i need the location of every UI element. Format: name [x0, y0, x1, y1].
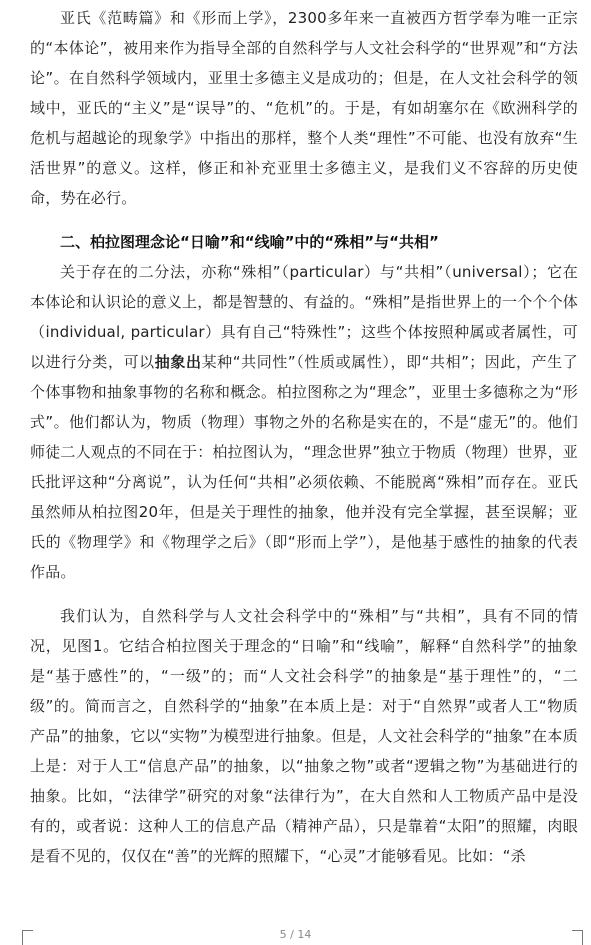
paragraph-science-comparison: 我们认为，自然科学与人文社会科学中的“殊相”与“共相”，具有不同的情况，见图1。它结合柏拉图关于理念的“日喻”和“线喻”，解释“自然科学”的抽象是“基于感性”的，“一级”的；而“人文社会科学”的抽象是“基于理性”的，“二级”的。简而言之，自然科学的“抽象”在本质上是：对于“自然界”或者人工“物质产品”的抽象，它以“实物”为模型进行抽象。但是，人文社会科学的“抽象”在本质上是：对于人工“信息产品”的抽象，以“抽象之物”或者“逻辑之物”为基础进行的抽象。比如，“法律学”研究的对象“法律行为”，在大自然和人工物质产品中是没有的，或者说：这种人工的信息产品（精神产品），只是靠着“太阳”的照耀，肉眼是看不见的，仅仅在“善”的光辉的照耀下，“心灵”才能够看见。比如：“杀 [30, 607, 578, 865]
paragraph-2-text-end: 某种“共同性”（性质或属性），即“共相”；因此，产生了个体事物和抽象事物的名称和概念。柏拉图称之为“理念”，亚里士多德称之为“形式”。他们都认为，物质（物理）事物之外的名称是实在的，不是“虚无”的。他们师徒二人观点的不同在于：柏拉图认为，“理念世界”独立于物质（物理）世界，亚氏批评这种“分离说”，认为任何“共相”必须依赖、不能脱离“殊相”而存在。亚氏虽然师从柏拉图20年，但是关于理性的抽象，他并没有完全掌握，甚至误解；亚氏的《物理学》和《物理学之后》（即“形而上学”），是他基于感性的抽象的代表作品。 [30, 353, 578, 581]
paragraph-2-text-start: 关于存在的二分法，亦称“殊相”（particular）与“共相”（universal）；它在本体论和认识论的意义上，都是智慧的、有益的。“殊相”是指世界上的一个个个体（individual, particular）具有自己“特殊性”；这些个体按照种属或者属性，可以进行分类，可以 [30, 263, 578, 371]
paragraph-particular-universal [30, 257, 578, 587]
paragraph-aristotle-critique: 亚氏《范畴篇》和《形而上学》，2300多年来一直被西方哲学奉为唯一正宗的“本体论”，被用来作为指导全部的自然科学与人文社会科学的“世界观”和“方法论”。在自然科学领域内，亚里士多德主义是成功的；但是，在人文社会科学的领域中，亚氏的“主义”是“误导”的、“危机”的。于是，有如胡塞尔在《欧洲科学的危机与超越论的现象学》中指出的那样，整个人类“理性”不可能、也没有放弃“生活世界”的意义。这样，修正和补充亚里士多德主义，是我们义不容辞的历史使命，势在必行。 [30, 9, 578, 207]
page-footer [0, 918, 591, 945]
page-indicator: 5 / 14 [279, 928, 312, 941]
document-body [30, 0, 578, 871]
section-heading-2: 二、柏拉图理念论“日喻”和“线喻”中的“殊相”与“共相” [60, 233, 439, 251]
crop-mark-right-icon [572, 930, 583, 945]
paragraph-2-bold-term: 抽象出 [154, 353, 202, 371]
paragraph-gap [30, 587, 578, 601]
